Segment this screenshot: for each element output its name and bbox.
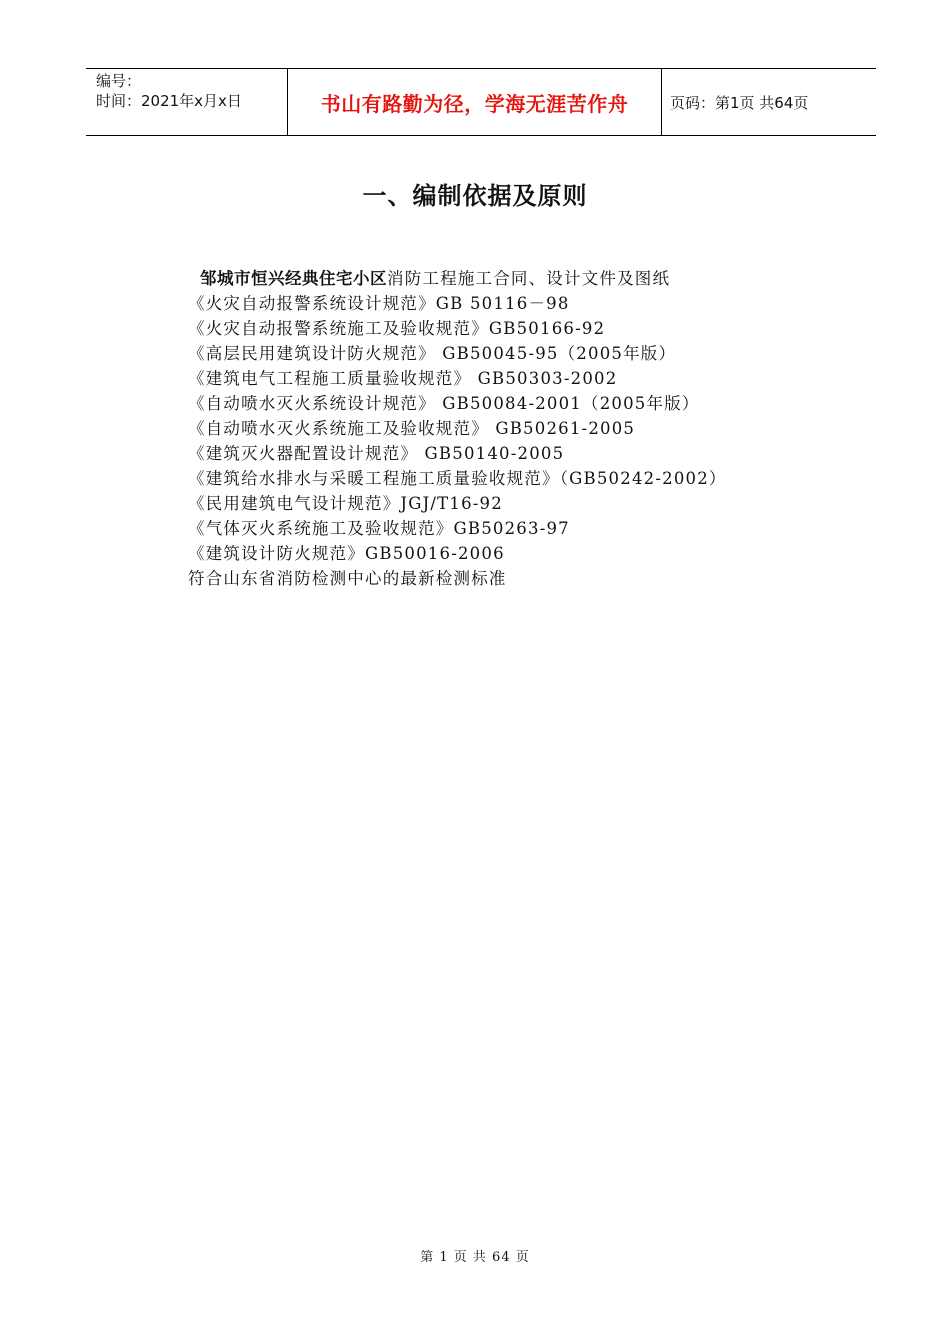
- basis-item: 《建筑灭火器配置设计规范》 GB50140-2005: [188, 444, 565, 463]
- basis-item: 《建筑设计防火规范》GB50016-2006: [188, 544, 505, 563]
- header-motto-cell: [288, 69, 662, 135]
- basis-item: 《民用建筑电气设计规范》JGJ/T16-92: [188, 494, 503, 513]
- header-page-cell: [662, 69, 876, 135]
- date-label: 时间：2021年x月x日: [96, 92, 242, 110]
- header-table: [86, 68, 876, 136]
- basis-item: 《气体灭火系统施工及验收规范》GB50263-97: [188, 519, 570, 538]
- motto-text: 书山有路勤为径，学海无涯苦作舟: [320, 91, 629, 116]
- basis-item: 《建筑给水排水与采暖工程施工质量验收规范》（GB50242-2002）: [188, 469, 727, 488]
- basis-item: 《高层民用建筑设计防火规范》 GB50045-95（2005年版）: [188, 344, 677, 363]
- basis-item: 《建筑电气工程施工质量验收规范》 GB50303-2002: [188, 369, 618, 388]
- serial-label: 编号：: [96, 72, 142, 90]
- project-name: 邹城市恒兴经典住宅小区: [200, 269, 387, 288]
- basis-item: 《自动喷水灭火系统施工及验收规范》 GB50261-2005: [188, 419, 636, 438]
- page-footer: 第 1 页 共 64 页: [420, 1250, 530, 1265]
- basis-first-line: [188, 266, 727, 291]
- page-info: 页码：第1页 共64页: [670, 93, 809, 112]
- basis-item: 《自动喷水灭火系统设计规范》 GB50084-2001（2005年版）: [188, 394, 700, 413]
- basis-item: 《火灾自动报警系统设计规范》GB 50116－98: [188, 294, 570, 313]
- basis-list: [188, 266, 727, 591]
- basis-item: 《火灾自动报警系统施工及验收规范》GB50166-92: [188, 319, 606, 338]
- section-title: 一、编制依据及原则: [362, 182, 588, 210]
- basis-first-rest: 消防工程施工合同、设计文件及图纸: [387, 269, 671, 288]
- basis-item: 符合山东省消防检测中心的最新检测标准: [188, 569, 507, 588]
- header-meta-cell: [86, 69, 288, 135]
